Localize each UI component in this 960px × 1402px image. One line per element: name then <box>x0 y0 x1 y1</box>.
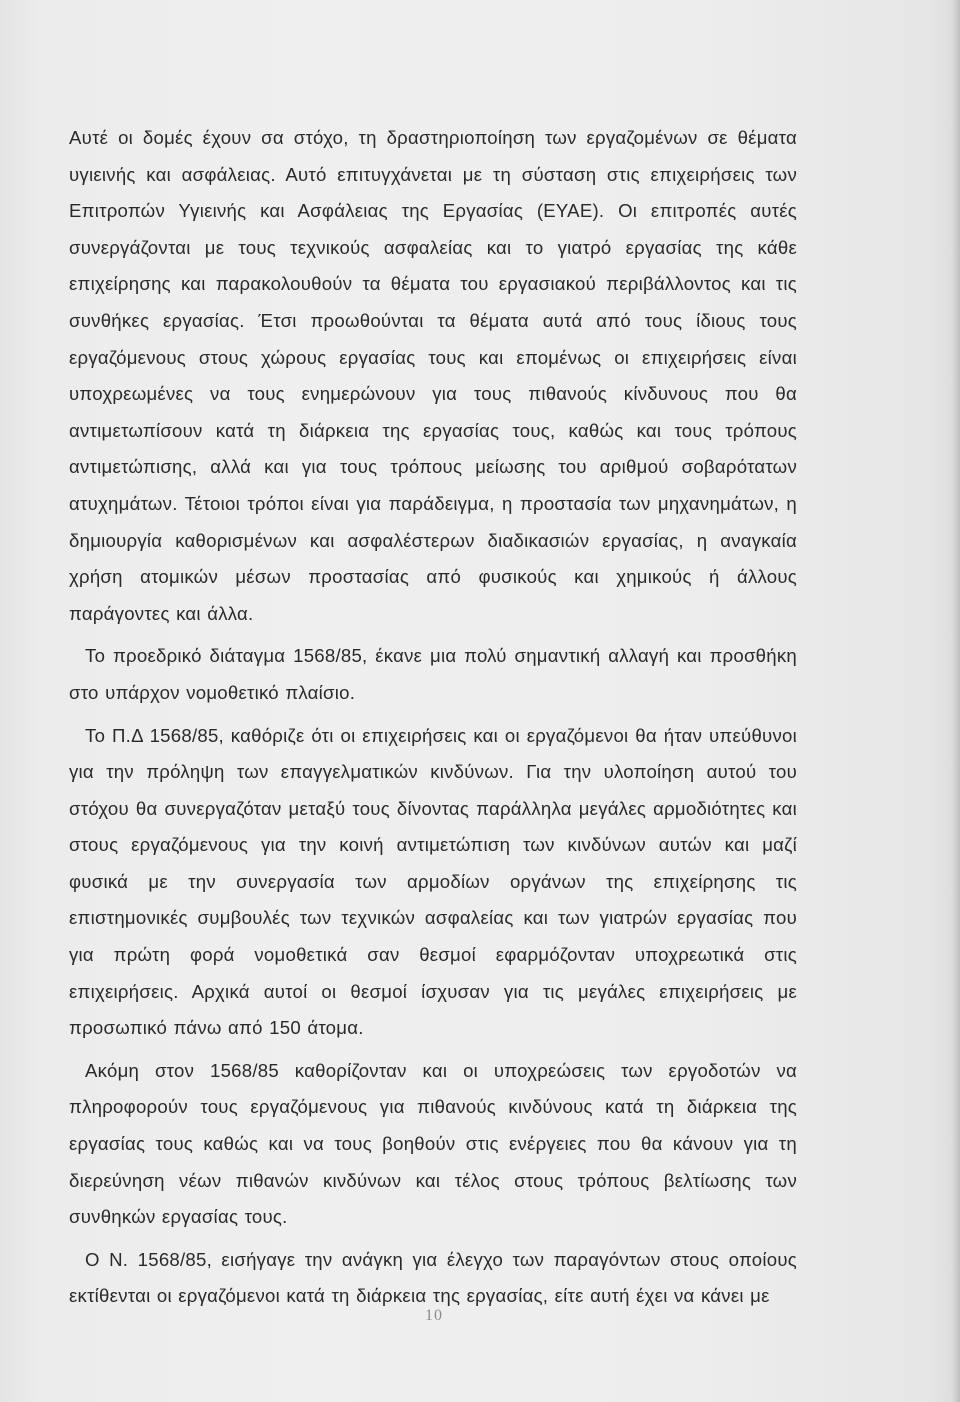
paragraph-2: Το προεδρικό διάταγμα 1568/85, έκανε μια πολύ σημαντική αλλαγή και προσθήκη στο υπάρχον νομοθετικό πλαίσιο. <box>69 645 797 703</box>
body-text <box>69 120 797 1315</box>
page-edge-shadow <box>952 0 960 1402</box>
page-number: 10 <box>425 1307 443 1324</box>
paragraph-3: Το Π.Δ 1568/85, καθόριζε ότι οι επιχειρήσεις και οι εργαζόμενοι θα ήταν υπεύθυνοι για την πρόληψη των επαγγελματικών κινδύνων. Για την υλοποίηση αυτού του στόχου θα συνεργαζόταν μεταξύ τους δίνοντας παράλληλα μεγάλες αρμοδιότητες και στους εργαζόμενους για την κοινή αντιμετώπιση των κινδύνων αυτών και μαζί φυσικά με την συνεργασία των αρμοδίων οργάνων της επιχείρησης τις επιστημονικές συμβουλές των τεχνικών ασφαλείας και των γιατρών εργασίας που για πρώτη φορά νομοθετικά σαν θεσμοί εφαρμόζονταν υποχρεωτικά στις επιχειρήσεις. Αρχικά αυτοί οι θεσμοί ίσχυσαν για τις μεγάλες επιχειρήσεις με προσωπικό πάνω από 150 άτομα. <box>69 724 797 1039</box>
paragraph-1: Αυτέ οι δομές έχουν σα στόχο, τη δραστηριοποίηση των εργαζομένων σε θέματα υγιεινής και ασφάλειας. Αυτό επιτυγχάνεται με τη σύσταση στις επιχειρήσεις των Επιτροπών Υγιεινής και Ασφάλειας της Εργασίας (ΕΥΑΕ). Οι επιτροπές αυτές συνεργάζονται με τους τεχνικούς ασφαλείας και το γιατρό εργασίας της κάθε επιχείρησης και παρακολουθούν τα θέματα του εργασιακού περιβάλλοντος και τις συνθήκες εργασίας. Έτσι προωθούνται τα θέματα αυτά από τους ίδιους τους εργαζόμενους στους χώρους εργασίας τους και επομένως οι επιχειρήσεις είναι υποχρεωμένες να τους ενημερώνουν για τους πιθανούς κίνδυνους που θα αντιμετωπίσουν κατά τη διάρκεια της εργασίας τους, καθώς και τους τρόπους αντιμετώπισης, αλλά και για τους τρόπους μείωσης του αριθμού σοβαρότατων ατυχημάτων. Τέτοιοι τρόποι είναι για παράδειγμα, η προστασία των μηχανημάτων, η δημιουργία καθορισμένων και ασφαλέστερων διαδικασιών εργασίας, η αναγκαία χρήση ατομικών μέσων προστασίας από φυσικούς και χημικούς ή άλλους παράγοντες και άλλα. <box>69 127 797 624</box>
paragraph-5: Ο Ν. 1568/85, εισήγαγε την ανάγκη για έλεγχο των παραγόντων στους οποίους εκτίθενται οι εργαζόμενοι κατά τη διάρκεια της εργασίας, είτε αυτή έχει να κάνει με <box>69 1248 797 1307</box>
paragraph-4: Ακόμη στον 1568/85 καθορίζονταν και οι υποχρεώσεις των εργοδοτών να πληροφορούν τους εργαζόμενους για πιθανούς κινδύνους κατά τη διάρκεια της εργασίας τους καθώς και να τους βοηθούν στις ενέργειες που θα κάνουν για τη διερεύνηση νέων πιθανών κινδύνων και τέλος στους τρόπους βελτίωσης των συνθηκών εργασίας τους. <box>69 1059 797 1228</box>
